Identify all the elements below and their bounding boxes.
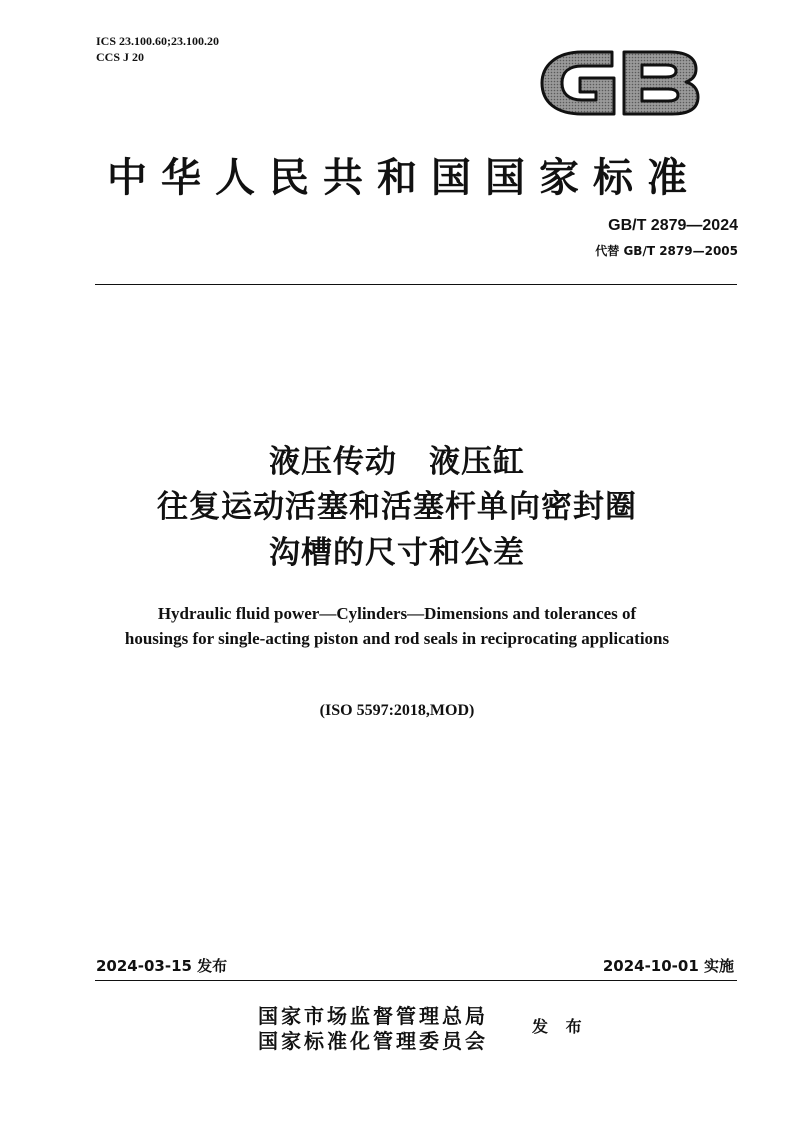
footer-divider — [95, 980, 737, 981]
header-divider — [95, 284, 737, 285]
issuer-samr: 国家市场监督管理总局 — [258, 1004, 488, 1028]
standard-number: GB/T 2879—2024 — [608, 217, 738, 234]
national-standard-title: 中华人民共和国国家标准 — [107, 154, 701, 201]
ccs-code: CCS J 20 — [96, 50, 145, 64]
gb-logo-graphic — [538, 44, 700, 122]
issuer-sac: 国家标准化管理委员会 — [258, 1029, 488, 1053]
gb-logo — [538, 44, 700, 122]
english-title-line-1: Hydraulic fluid power—Cylinders—Dimensions and tolerances of — [157, 604, 637, 623]
ics-code: ICS 23.100.60;23.100.20 — [96, 34, 220, 48]
effective-date: 2024-10-01 实施 — [602, 957, 734, 975]
chinese-title-line-2: 往复运动活塞和活塞杆单向密封圈 — [157, 489, 637, 525]
adoption-reference: (ISO 5597:2018,MOD) — [319, 702, 475, 719]
classification-codes — [96, 33, 219, 65]
chinese-title-line-1: 液压传动 液压缸 — [269, 444, 525, 480]
chinese-title-line-3: 沟槽的尺寸和公差 — [269, 535, 525, 571]
issue-date: 2024-03-15 发布 — [96, 957, 228, 975]
publish-label: 发 布 — [532, 1017, 588, 1036]
english-title-line-2: housings for single-acting piston and rod seals in reciprocating applications — [124, 629, 670, 648]
replaced-standard: 代替 GB/T 2879—2005 — [595, 244, 738, 258]
